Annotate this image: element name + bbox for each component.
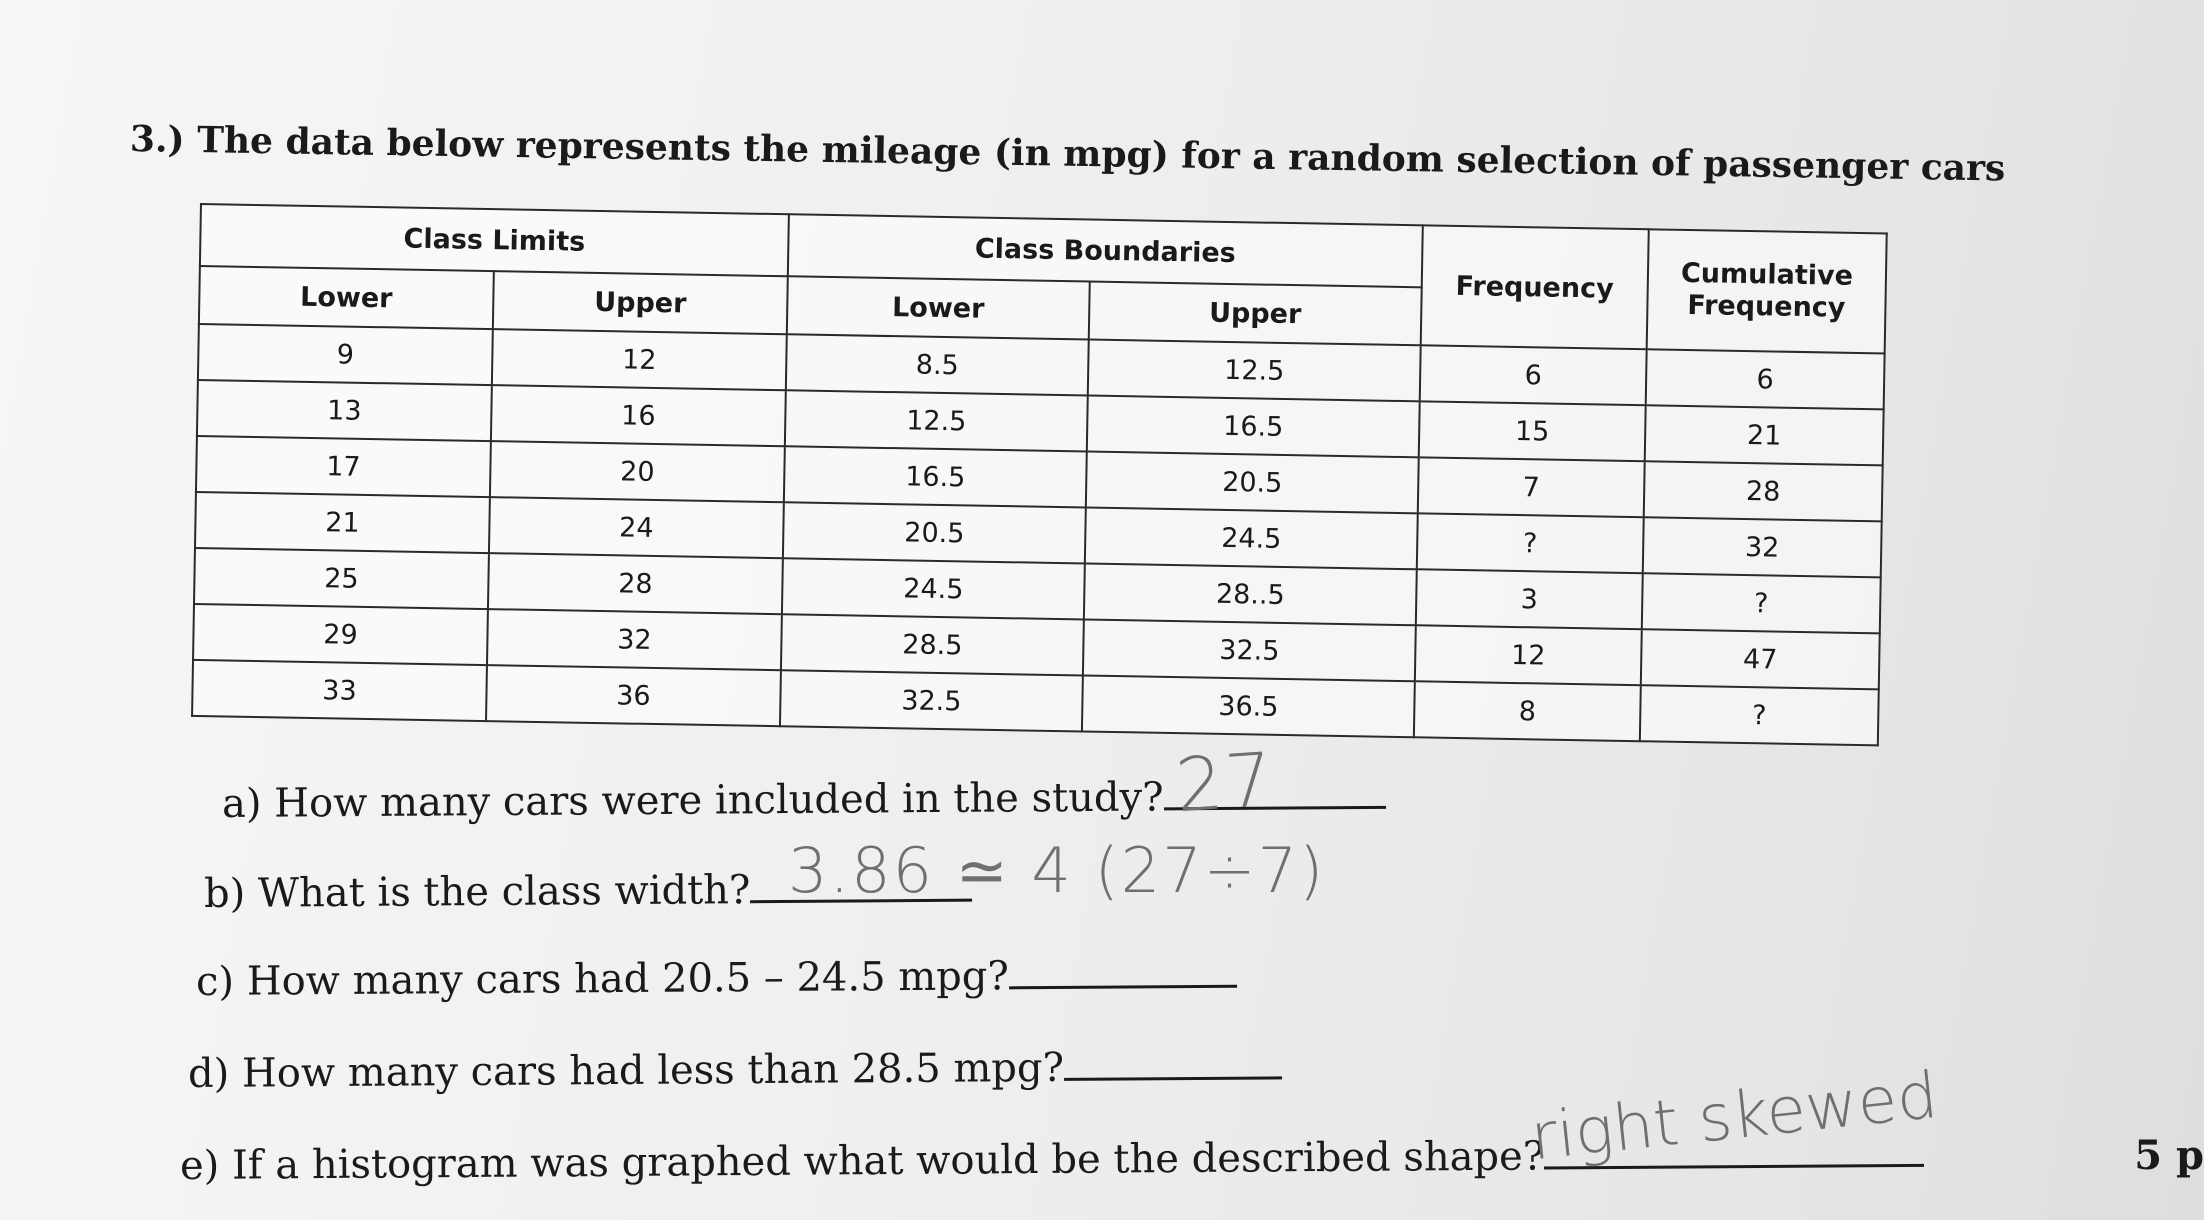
answer-b-handwritten: 3.86 ≃ 4 (27÷7) [788,834,1326,907]
header-class-boundaries: Class Boundaries [788,214,1423,287]
cell-boundary-upper: 32.5 [1083,619,1416,681]
question-a-text: a) How many cars were included in the study? [221,774,1164,827]
cell-frequency: 3 [1416,569,1643,629]
cell-frequency: 15 [1419,401,1646,461]
cell-limit-upper: 36 [486,665,781,726]
cell-cumulative-frequency: ? [1640,685,1879,745]
answer-d-blank[interactable] [1064,1042,1282,1081]
cell-cumulative-frequency: 32 [1643,517,1882,577]
cell-limit-lower: 17 [196,436,491,497]
answer-c-blank[interactable] [1009,951,1237,990]
subheader-boundaries-upper: Upper [1089,282,1422,346]
cell-boundary-lower: 8.5 [786,334,1089,395]
cell-limit-upper: 24 [489,497,784,558]
cell-boundary-lower: 32.5 [780,670,1083,731]
cell-limit-lower: 9 [198,324,493,385]
cell-limit-upper: 16 [491,385,786,446]
cell-limit-lower: 33 [192,660,487,721]
cell-boundary-upper: 16.5 [1087,396,1420,458]
cell-frequency: ? [1417,513,1644,573]
points-label: 5 p [2134,1132,2204,1179]
question-c [196,951,1237,1005]
question-d [188,1042,1282,1097]
cell-limit-lower: 13 [197,380,492,441]
cell-boundary-upper: 12.5 [1088,340,1421,402]
frequency-table [191,203,1888,746]
header-frequency: Frequency [1421,225,1649,349]
question-e-text: e) If a histogram was graphed what would be the described shape? [179,1133,1545,1189]
cell-boundary-upper: 20.5 [1086,452,1419,514]
cell-cumulative-frequency: 47 [1641,629,1880,689]
answer-a-handwritten: 27 [1173,736,1278,830]
cell-cumulative-frequency: 21 [1645,405,1884,465]
question-d-text: d) How many cars had less than 28.5 mpg? [187,1044,1065,1097]
cell-boundary-upper: 28..5 [1084,563,1417,625]
cell-limit-upper: 32 [487,609,782,670]
cell-boundary-lower: 20.5 [783,502,1086,563]
cell-frequency: 6 [1420,345,1647,405]
subheader-limits-upper: Upper [493,271,788,334]
cell-boundary-lower: 12.5 [785,390,1088,451]
cell-limit-upper: 28 [488,553,783,614]
cell-frequency: 8 [1414,681,1641,741]
header-cumulative-frequency: Cumulative Frequency [1647,229,1887,353]
cell-limit-upper: 12 [492,329,787,390]
cell-limit-upper: 20 [490,441,785,502]
header-class-limits: Class Limits [200,204,789,276]
frequency-table-wrapper [191,203,1888,746]
table-body [192,324,1885,745]
question-b-text: b) What is the class width? [203,867,751,917]
cell-cumulative-frequency: ? [1642,573,1881,633]
cell-boundary-lower: 28.5 [781,614,1084,675]
cell-cumulative-frequency: 28 [1644,461,1883,521]
cell-cumulative-frequency: 6 [1646,349,1885,409]
subheader-boundaries-lower: Lower [787,276,1090,339]
cell-frequency: 12 [1415,625,1642,685]
cell-boundary-upper: 36.5 [1082,675,1415,737]
answer-e-handwritten: right skewed [1527,1058,1942,1176]
cell-boundary-lower: 24.5 [782,558,1085,619]
cell-frequency: 7 [1418,457,1645,517]
subheader-limits-lower: Lower [199,266,494,329]
cell-limit-lower: 21 [195,492,490,553]
cell-limit-lower: 29 [193,604,488,665]
problem-title: 3.) The data below represents the mileage (in mpg) for a random selection of passenger cars [129,118,2006,190]
question-c-text: c) How many cars had 20.5 – 24.5 mpg? [195,953,1010,1005]
cell-limit-lower: 25 [194,548,489,609]
cell-boundary-upper: 24.5 [1085,508,1418,570]
cell-boundary-lower: 16.5 [784,446,1087,507]
